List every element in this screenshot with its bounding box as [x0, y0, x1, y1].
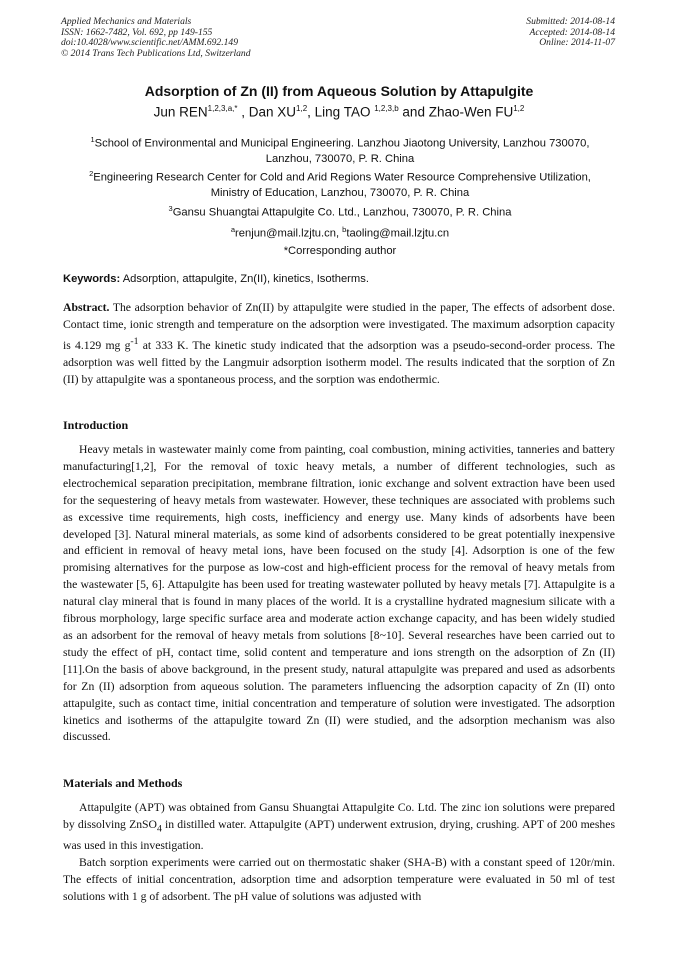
issn-line: ISSN: 1662-7482, Vol. 692, pp 149-155	[61, 26, 213, 38]
journal-header-right	[526, 17, 615, 49]
author-separator: and	[398, 104, 429, 120]
affiliation-3	[70, 201, 610, 221]
introduction-heading: Introduction	[63, 418, 129, 432]
affiliation-text: School of Environmental and Municipal Engineering. Lanzhou Jiaotong University, Lanzhou 730070, Lanzhou, 730070, P. R. China	[94, 137, 590, 165]
email-marker: a	[230, 225, 236, 234]
abstract-paragraph	[63, 300, 615, 388]
author-name: Dan XU	[248, 104, 297, 120]
abstract-label: Abstract.	[63, 301, 110, 314]
paper-title: Adsorption of Zn (II) from Aqueous Solution by Attapulgite	[144, 83, 534, 99]
author-list	[0, 104, 678, 120]
doi-line: doi:10.4028/www.scientific.net/AMM.692.149	[61, 37, 239, 49]
affiliation-text: Gansu Shuangtai Attapulgite Co. Ltd., Lanzhou, 730070, P. R. China	[172, 206, 512, 219]
abstract-text: at 333 K. The kinetic study indicated that the adsorption was a pseudo-second-order process. The adsorption was well fitted by the Langmuir adsorption isotherm model. The results indicated that the sorption of Zn (II) by attapulgite was a spontaneous process, and the sorption was endothermic.	[63, 338, 615, 386]
copyright-line: © 2014 Trans Tech Publications Ltd, Switzerland	[61, 47, 251, 59]
affiliation-marker: 3	[168, 204, 173, 213]
keywords-label: Keywords:	[63, 273, 121, 285]
author-name: Zhao-Wen FU	[428, 104, 514, 120]
affiliation-marker: 1	[90, 135, 95, 144]
introduction-paragraph	[63, 442, 615, 746]
author-separator: ,	[237, 104, 249, 120]
unit-exponent: -1	[130, 335, 139, 347]
online-date: Online: 2014-11-07	[539, 37, 615, 49]
methods-text: in distilled water. Attapulgite (APT) underwent extrusion, drying, crushing. APT of 200 meshes was used in this investigation.	[63, 817, 615, 853]
keywords-text: Adsorption, attapulgite, Zn(II), kinetics, Isotherms.	[120, 273, 369, 285]
author-separator: ,	[307, 104, 315, 120]
methods-heading: Materials and Methods	[63, 776, 183, 790]
methods-section	[63, 800, 615, 906]
abstract-text: The adsorption behavior of Zn(II) by attapulgite were studied in the paper, The effects of adsorbent dose. Contact time, ionic strength and temperature on the adsorption were investigated. The maximum adsorption capacity is 4.129 mg g	[63, 301, 615, 352]
affiliation-2	[70, 166, 610, 201]
methods-text: Attapulgite (APT) was obtained from Gansu Shuangtai Attapulgite Co. Ltd. The zinc ion solutions were prepared by dissolving ZnSO	[63, 801, 615, 831]
journal-header-left	[61, 17, 251, 59]
affiliation-1	[70, 132, 610, 167]
author-affiliation-marker: 1,2	[513, 104, 525, 113]
corresponding-author-note: *Corresponding author	[283, 245, 397, 257]
methods-paragraph-2: Batch sorption experiments were carried out on thermostatic shaker (SHA-B) with a constant speed of 120r/min. The effects of initial concentration, adsorption time and adsorption temperature were evaluated in 50 ml of test solutions with 1 g of adsorbent. The pH value of solutions was adjusted with	[63, 856, 615, 903]
introduction-text: Heavy metals in wastewater mainly come from painting, coal combustion, mining activities, tanneries and battery manufacturing[1,2], For the removal of toxic heavy metals, a number of different technologies, such as electrochemical separation precipitation, membrane filtration, ionic exchange and solvent extraction have been used for the sequestering of heavy metals from wastewater. However, these techniques are associated with problems such as excessive time requirements, high costs, inefficiency and energy use. Many kinds of adsorbents have been developed [3]. Natural mineral materials, as some kind of adsorbents considered to be great potentially inexpensive and efficient in removal of heavy metal ions, have been focused on the study [4]. Adsorption is one of the few promising alternatives for the purpose as low-cost and high-efficient process for the removal of heavy metals from the wastewater [5, 6]. Attapulgite has been used for treating wastewater polluted by heavy metals [7]. Attapulgite is a natural clay mineral that is found in many places of the world. It is a crystalline hydrated magnesium silicate with a fibrous morphology, large specific surface area and moderate action exchange capacity, and has been widely studied as an adsorbent for the removal of heavy metals from solutions [8~10]. Several researches have been carried out to study the effect of pH, contact time, solid content and temperature and ions strength on the adsorption of Zn (II) [11].On the basis of above background, in the present study, natural attapulgite was prepared and used as adsorbents for Zn (II) adsorption from aqueous solution. The parameters influencing the adsorption capacity of Zn (II) onto attapulgite, such as contact time, initial concentration and temperature of solution were investigated. The adsorption kinetics and isotherms of the attapulgite toward Zn (II) were studied, and the adsorption mechanism was also discussed.	[63, 443, 615, 744]
author-name: Jun REN	[153, 104, 208, 120]
submitted-date: Submitted: 2014-08-14	[526, 16, 615, 27]
email-line	[70, 222, 610, 242]
author-affiliation-marker: 1,2,3,a,*	[207, 104, 238, 113]
affiliation-marker: 2	[89, 169, 94, 178]
accepted-date: Accepted: 2014-08-14	[529, 26, 615, 38]
journal-name: Applied Mechanics and Materials	[61, 16, 192, 27]
formula-subscript: 4	[157, 823, 162, 835]
email-address: taoling@mail.lzjtu.cn	[346, 227, 450, 240]
author-affiliation-marker: 1,2	[296, 104, 308, 113]
keywords-line	[63, 273, 618, 285]
email-address: renjun@mail.lzjtu.cn,	[235, 227, 343, 240]
author-affiliation-marker: 1,2,3,b	[374, 104, 399, 113]
email-marker: b	[342, 225, 347, 234]
methods-paragraph-1	[63, 800, 615, 855]
affiliation-text: Engineering Research Center for Cold and Arid Regions Water Resource Comprehensive Utilization, Ministry of Education, Lanzhou, 730070, P. R. China	[93, 171, 591, 199]
author-name: Ling TAO	[314, 104, 375, 120]
